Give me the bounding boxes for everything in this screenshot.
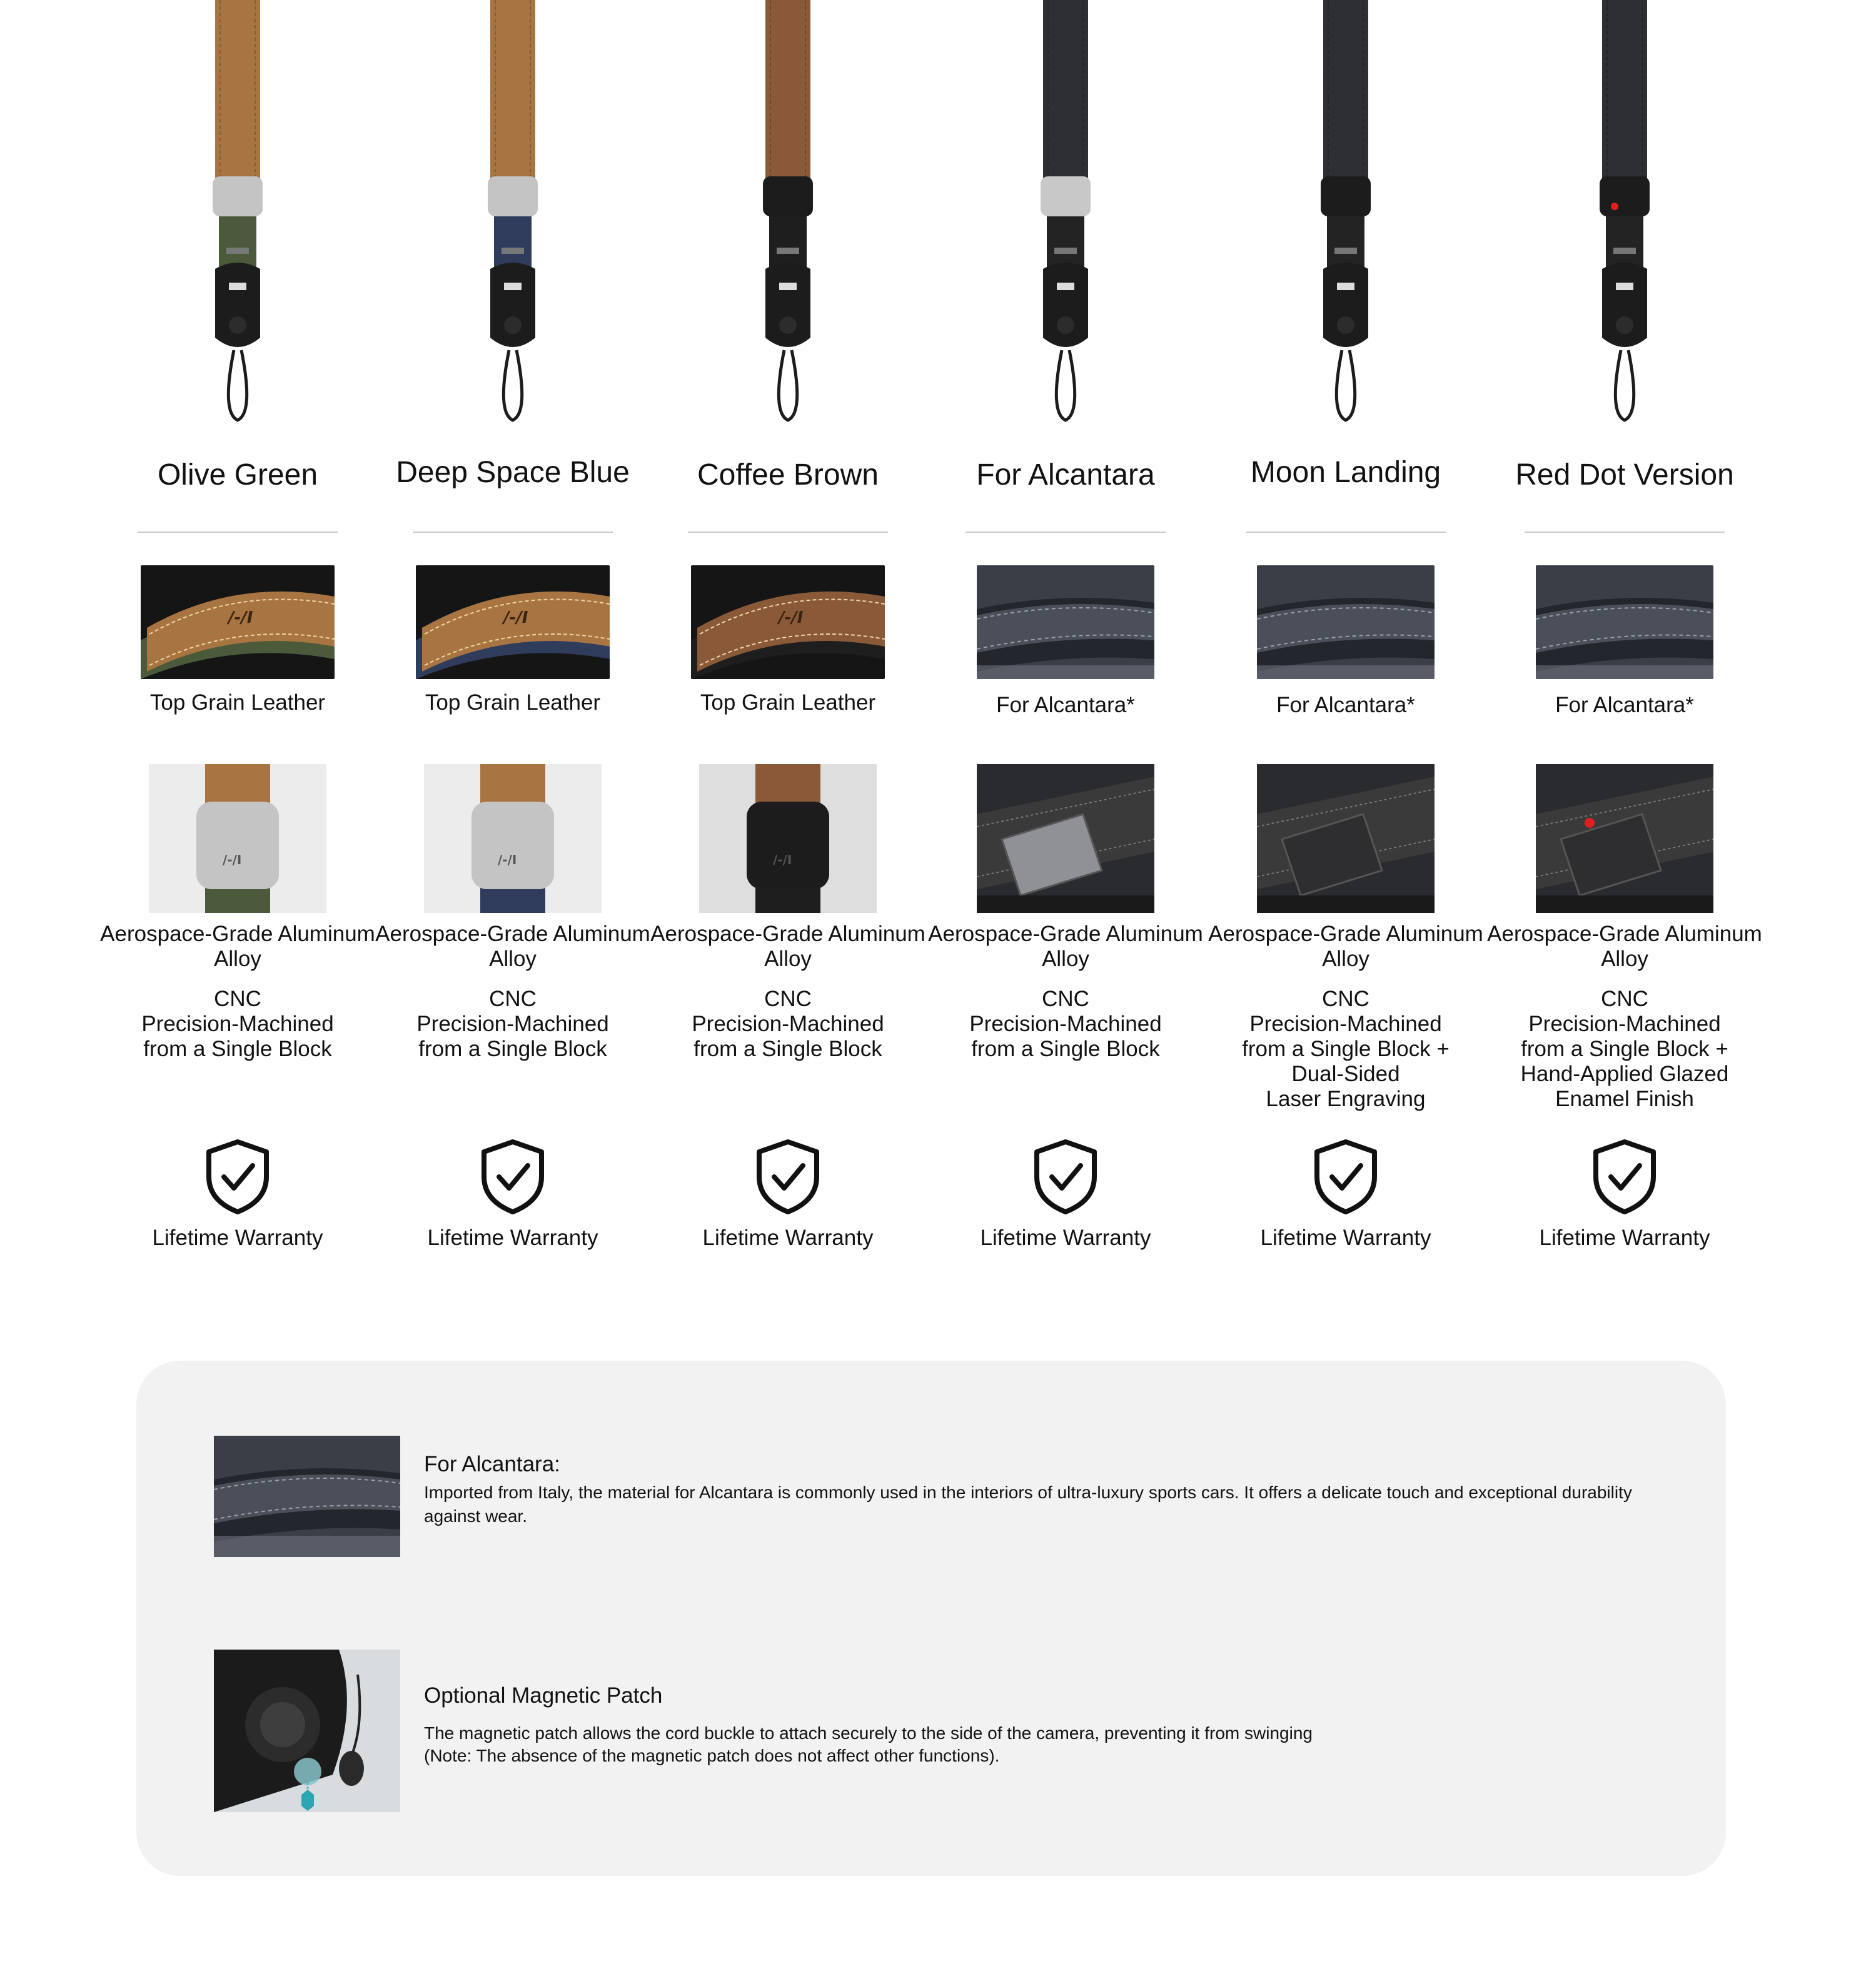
strap-image — [738, 0, 838, 438]
feature-title: For Alcantara: — [424, 1452, 560, 1476]
material-thumbnail — [141, 565, 335, 679]
buckle-thumbnail — [977, 764, 1154, 913]
alloy-label: Aerospace-Grade Aluminum Alloy — [100, 922, 375, 971]
shield-check-icon — [1032, 1138, 1099, 1216]
strap-image — [1296, 0, 1396, 438]
svg-text:/-/I: /-/I — [503, 608, 528, 627]
variant-column — [1208, 0, 1483, 1282]
strap-image — [1016, 0, 1116, 438]
divider — [688, 532, 888, 533]
buckle-thumbnail — [149, 764, 326, 913]
variant-name: For Alcantara — [976, 458, 1155, 491]
shield-check-icon — [754, 1138, 822, 1216]
material-thumbnail — [1257, 565, 1435, 679]
variant-column — [650, 0, 925, 1282]
variant-name: Deep Space Blue — [396, 456, 630, 489]
divider — [966, 532, 1166, 533]
alloy-label: Aerospace-Grade Aluminum Alloy — [1487, 922, 1762, 971]
alloy-label: Aerospace-Grade Aluminum Alloy — [375, 922, 650, 971]
feature-title: Optional Magnetic Patch — [424, 1683, 663, 1708]
material-label: For Alcantara* — [996, 693, 1135, 717]
shield-check-icon — [479, 1138, 547, 1216]
variant-name: Moon Landing — [1250, 456, 1441, 489]
feature-text-line: (Note: The absence of the magnetic patch does not affect other functions). — [424, 1746, 1000, 1765]
variant-column — [375, 0, 650, 1282]
variant-column — [928, 0, 1203, 1282]
feature-panel — [136, 1361, 1726, 1876]
material-thumbnail — [1536, 565, 1713, 679]
shield-check-icon — [204, 1138, 271, 1216]
process-label: CNC Precision-Machined from a Single Block — [141, 987, 334, 1061]
material-label: For Alcantara* — [1555, 693, 1694, 717]
alloy-label: Aerospace-Grade Aluminum Alloy — [1208, 922, 1483, 971]
variant-column — [1487, 0, 1762, 1282]
process-label: CNC Precision-Machined from a Single Block + Dual-Sided Laser Engraving — [1242, 987, 1450, 1111]
strap-image — [463, 0, 563, 438]
process-label: CNC Precision-Machined from a Single Block + Hand-Applied Glazed Enamel Finish — [1520, 987, 1729, 1111]
alloy-label: Aerospace-Grade Aluminum Alloy — [928, 922, 1203, 971]
buckle-thumbnail — [424, 764, 602, 913]
material-thumbnail — [416, 565, 610, 679]
strap-image — [188, 0, 288, 438]
strap-image — [1575, 0, 1675, 438]
buckle-thumbnail — [699, 764, 877, 913]
material-label: Top Grain Leather — [700, 690, 876, 715]
divider — [1525, 532, 1725, 533]
divider — [1246, 532, 1446, 533]
warranty-label: Lifetime Warranty — [1260, 1226, 1431, 1250]
svg-text:/-/I: /-/I — [223, 852, 242, 867]
variant-column — [100, 0, 375, 1282]
feature-text — [424, 1722, 1650, 1767]
alloy-label: Aerospace-Grade Aluminum Alloy — [650, 922, 925, 971]
buckle-thumbnail — [1536, 764, 1713, 913]
divider — [138, 532, 338, 533]
material-thumbnail — [691, 565, 885, 679]
warranty-label: Lifetime Warranty — [702, 1226, 874, 1250]
material-label: Top Grain Leather — [149, 690, 326, 715]
divider — [413, 532, 613, 533]
variant-name: Coffee Brown — [697, 458, 879, 491]
variant-name: Olive Green — [157, 458, 318, 491]
alcantara-photo — [214, 1436, 400, 1557]
warranty-label: Lifetime Warranty — [1539, 1226, 1710, 1250]
material-label: Top Grain Leather — [425, 690, 601, 715]
svg-text:/-/I: /-/I — [498, 852, 517, 867]
shield-check-icon — [1312, 1138, 1379, 1216]
warranty-label: Lifetime Warranty — [152, 1226, 323, 1250]
warranty-label: Lifetime Warranty — [427, 1226, 598, 1250]
shield-check-icon — [1591, 1138, 1658, 1216]
material-thumbnail — [977, 565, 1154, 679]
magnetic-patch-photo — [214, 1650, 400, 1812]
svg-text:/-/I: /-/I — [228, 608, 253, 627]
feature-text-line: The magnetic patch allows the cord buckle to attach securely to the side of the camera, preventing it from swinging — [424, 1723, 1313, 1743]
svg-text:/-/I: /-/I — [773, 852, 792, 867]
warranty-label: Lifetime Warranty — [980, 1226, 1151, 1250]
process-label: CNC Precision-Machined from a Single Block — [692, 987, 884, 1061]
material-label: For Alcantara* — [1276, 693, 1415, 717]
svg-text:/-/I: /-/I — [779, 608, 804, 627]
variant-name: Red Dot Version — [1515, 458, 1734, 491]
feature-text: Imported from Italy, the material for Alcantara is commonly used in the interiors of ultra-luxury sports cars. It offers a delicate touch and exceptional durability against wear. — [424, 1483, 1632, 1526]
buckle-thumbnail — [1257, 764, 1435, 913]
process-label: CNC Precision-Machined from a Single Block — [416, 987, 609, 1061]
process-label: CNC Precision-Machined from a Single Block — [969, 987, 1162, 1061]
